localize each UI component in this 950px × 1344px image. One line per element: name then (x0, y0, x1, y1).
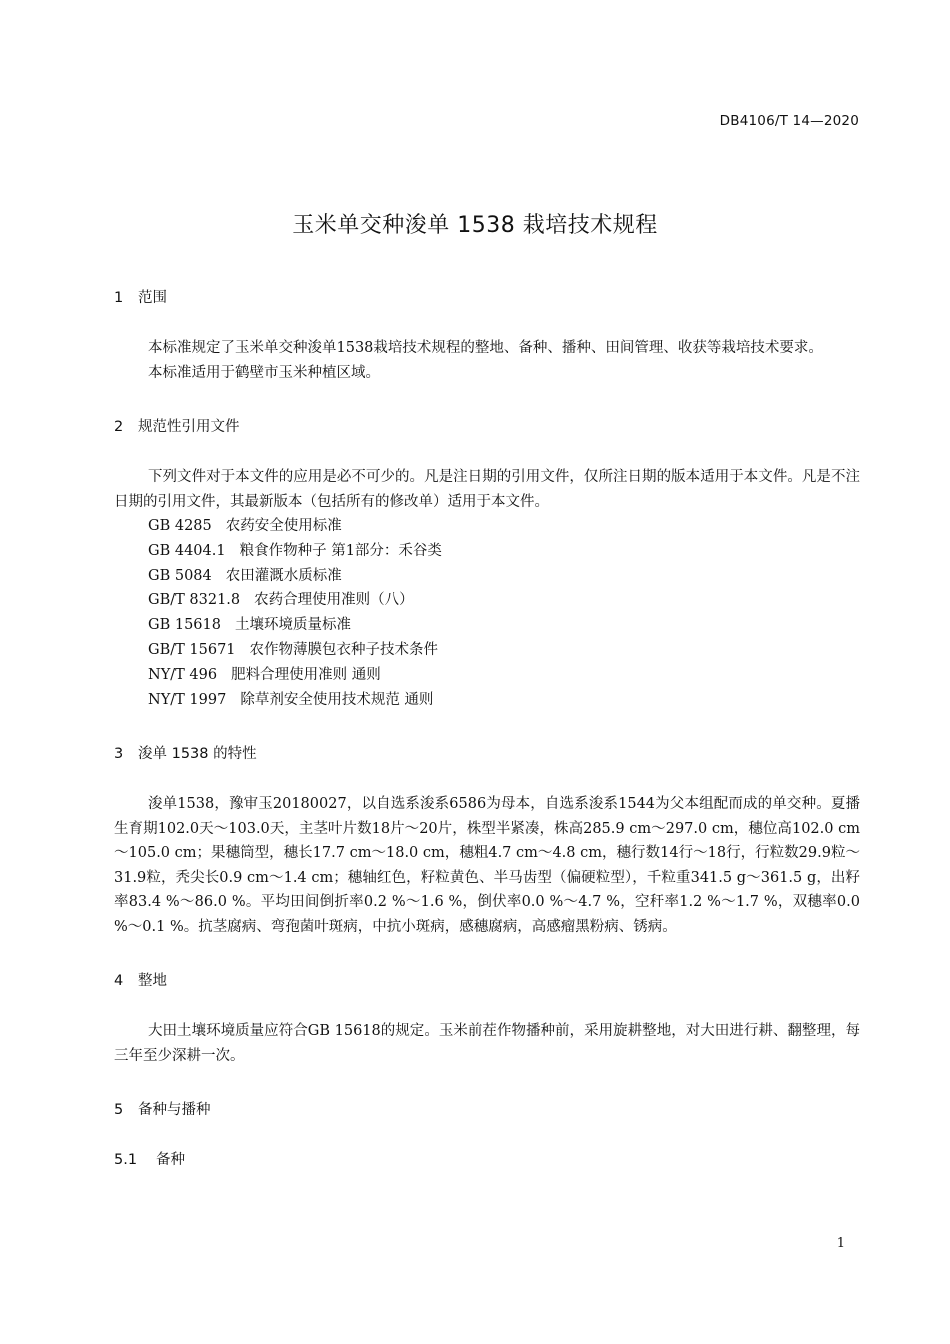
reference-item (114, 564, 860, 589)
section-number: 2 (114, 419, 124, 435)
section-2-paragraph-1: 下列文件对于本文件的应用是必不可少的。凡是注日期的引用文件，仅所注日期的版本适用于本文件。凡是不注日期的引用文件，其最新版本（包括所有的修改单）适用于本文件。 (114, 469, 860, 510)
reference-name: 肥料合理使用准则 通则 (231, 666, 381, 683)
section-5-1-heading (114, 1148, 860, 1172)
document-code: DB4106/T 14—2020 (719, 113, 859, 129)
section-title: 整地 (138, 973, 167, 990)
reference-name: 粮食作物种子 第1部分：禾谷类 (239, 542, 442, 559)
reference-name: 土壤环境质量标准 (234, 617, 351, 634)
reference-code: GB/T 15671 (148, 641, 236, 658)
section-number: 5 (114, 1102, 124, 1119)
subsection-number: 5.1 (114, 1152, 138, 1169)
reference-item (114, 688, 860, 713)
reference-name: 除草剂安全使用技术规范 通则 (240, 691, 434, 708)
section-4-paragraph-1: 大田土壤环境质量应符合GB 15618的规定。玉米前茬作物播种前，采用旋耕整地，对大田进行耕、翻整理，每三年至少深耕一次。 (114, 1023, 860, 1064)
reference-name: 农药合理使用准则（八） (254, 592, 414, 609)
reference-code: GB 4404.1 (148, 542, 226, 559)
reference-name: 农田灌溉水质标准 (225, 567, 342, 584)
section-5-heading (114, 1098, 860, 1122)
section-title: 浚单 1538 的特性 (138, 746, 257, 763)
subsection-title: 备种 (156, 1152, 185, 1169)
reference-item (114, 663, 860, 688)
section-1-heading (114, 286, 860, 310)
section-title: 备种与播种 (138, 1102, 211, 1119)
reference-code: GB 5084 (148, 567, 212, 584)
page-number: 1 (836, 1236, 845, 1251)
reference-item (114, 638, 860, 663)
reference-item (114, 514, 860, 539)
reference-code: GB/T 8321.8 (148, 592, 241, 609)
reference-code: NY/T 496 (148, 666, 218, 683)
document-title: 玉米单交种浚单 1538 栽培技术规程 (292, 213, 658, 238)
reference-code: NY/T 1997 (148, 691, 227, 708)
reference-item (114, 539, 860, 564)
reference-name: 农药安全使用标准 (225, 518, 342, 534)
document-body (114, 286, 860, 1172)
section-number: 3 (114, 746, 124, 763)
reference-item (114, 588, 860, 613)
section-number: 1 (114, 290, 124, 306)
section-title: 规范性引用文件 (138, 419, 240, 435)
reference-code: GB 4285 (148, 518, 212, 534)
section-3-heading (114, 742, 860, 766)
reference-code: GB 15618 (148, 617, 221, 634)
section-2-heading (114, 415, 860, 439)
reference-name: 农作物薄膜包衣种子技术条件 (249, 641, 439, 658)
section-1-paragraph-1: 本标准规定了玉米单交种浚单1538栽培技术规程的整地、备种、播种、田间管理、收获等栽培技术要求。 (148, 340, 823, 356)
reference-item (114, 613, 860, 638)
reference-list (114, 514, 860, 712)
section-3-paragraph-1: 浚单1538，豫审玉20180027，以自选系浚系6586为母本，自选系浚系1544为父本组配而成的单交种。夏播生育期102.0天～103.0天，主茎叶片数18片～20片，株型半紧凑，株高285.9 cm～297.0 cm，穗位高102.0 cm～105.0 cm；果穗筒型，穗长17.7 cm～18.0 cm，穗粗4.7 cm～4.8 cm，穗行数14行～18行，行粒数29.9粒～31.9粒，秃尖长0.9 cm～1.4 cm；穗轴红色，籽粒黄色、半马齿型（偏硬粒型），千粒重341.5 g～361.5 g，出籽率83.4 %～86.0 %。平均田间倒折率0.2 %～1.6 %，倒伏率0.0 %～4.7 %，空秆率1.2 %～1.7 %，双穗率0.0 %～0.1 %。抗茎腐病、弯孢菌叶斑病，中抗小斑病，感穗腐病，高感瘤黑粉病、锈病。 (114, 796, 860, 935)
section-number: 4 (114, 973, 124, 990)
section-title: 范围 (138, 290, 167, 306)
section-4-heading (114, 969, 860, 993)
section-1-paragraph-2: 本标准适用于鹤壁市玉米种植区域。 (148, 364, 380, 381)
